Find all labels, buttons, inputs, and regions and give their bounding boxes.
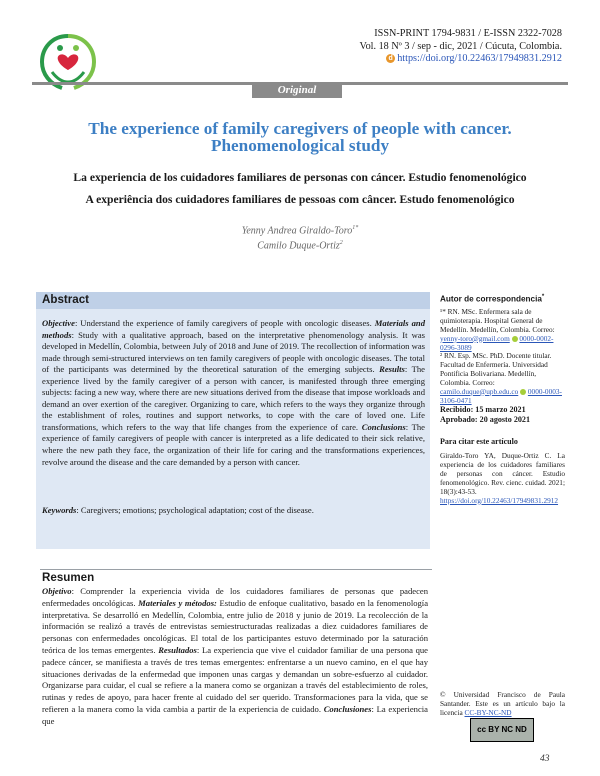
title-spanish: La experiencia de los cuidadores familiares de personas con cáncer. Estudio fenomenológico — [73, 171, 527, 184]
resumen-objective: : Comprender la experiencia vivida de los cuidadores familiares de personas que padecen enfermedades oncológicas. — [42, 586, 428, 608]
author-first — [0, 225, 600, 236]
affiliation-2-email[interactable]: camilo.duque@upb.edu.co — [440, 386, 519, 396]
author-first-name: Yenny Andrea Giraldo-Toro — [241, 225, 353, 237]
author-second-sup: 2 — [339, 240, 343, 246]
abstract-results-label: Results — [379, 364, 405, 375]
author-second-name: Camilo Duque-Ortiz — [257, 240, 340, 252]
abstract-methods-label: Materials and methods — [42, 318, 425, 340]
received-date: Recibido: 15 marzo 2021 — [440, 405, 526, 414]
page-number: 43 — [540, 754, 550, 764]
license-text: © Universidad Francisco de Paula Santander. Este es un artículo bajo la licencia — [440, 690, 565, 717]
affiliation-1-text: ¹* RN. MSc. Enfermera sala de quimioterapia. Hospital General de Medellín. Medellín, Colombia. Correo: — [440, 307, 555, 334]
resumen-heading: Resumen — [42, 571, 95, 584]
affiliation-2 — [440, 352, 565, 405]
title-english: The experience of family caregivers of people with cancer. Phenomenological study — [88, 119, 512, 155]
abstract-objective-label: Objective — [42, 318, 75, 328]
author-first-sup: 1* — [352, 225, 359, 231]
resumen-results-label: Resultados — [158, 644, 197, 655]
title-portuguese: A experiência dos cuidadores familiares de pessoas com câncer. Estudo fenomenológico — [85, 193, 515, 206]
affiliation-2-text: ² RN. Esp. MSc. PhD. Docente titular. Facultad de Enfermería. Universidad Pontificia Bolivariana. Medellín, Colombia. Correo: — [440, 351, 552, 387]
resumen-rule — [40, 569, 432, 570]
orcid-icon — [512, 336, 518, 342]
resumen-objective-label: Objetivo — [42, 586, 72, 596]
abstract-heading: Abstract — [42, 293, 90, 306]
section-tab: Original — [252, 82, 342, 98]
resumen-text — [42, 586, 428, 728]
license-link[interactable]: CC-BY-NC-ND — [464, 707, 512, 717]
resumen-conclusions: : La experiencia que — [42, 703, 428, 726]
orcid-icon — [520, 389, 526, 395]
abstract-methods: : Study with a qualitative approach, based on the interpretative phenomenology analysis. It was developed in Medellín, Colombia, between July of 2018 and June of 2019. The recollection of information was made through semi-structured interviews on ten family caregivers of people with oncologic diseases. The total of the participants was determined by the theoretical saturation of the emerging subjects. — [42, 329, 425, 375]
abstract-objective: : Understand the experience of family caregivers of people with oncologic diseases. — [74, 318, 372, 328]
affiliation-1-email[interactable]: yenny-toro@gmail.com — [440, 333, 510, 343]
abstract-heading-bar — [36, 292, 430, 309]
author-second — [0, 240, 600, 251]
journal-header — [360, 28, 562, 66]
resumen-methods: Estudio de enfoque cualitativo, basado en la fenomenología interpretativa. Se desarrolló en Medellín, Colombia, entre julio de 2018 y junio de 2019. La recolección de la información se realizó a través de entrevistas semiestructuradas realizadas a diez cuidadores familiares de personas con enfermedades oncológicas. El total de los participantes estuvo determinado por la saturación teórica de los temas emergentes. — [42, 597, 429, 655]
approved-date: Aprobado: 20 agosto 2021 — [440, 415, 531, 425]
license-note — [440, 691, 565, 718]
affiliation-1-orcid[interactable]: 0000-0002-0296-3089 — [440, 333, 554, 352]
keywords-text: : Caregivers; emotions; psychological adaptation; cost of the disease. — [76, 505, 314, 515]
correspondence-sup: * — [541, 294, 545, 300]
correspondence-heading — [440, 294, 565, 304]
doi-icon: d — [386, 54, 395, 63]
affiliation-1 — [440, 308, 565, 353]
abstract-conclusions-label: Conclusions — [361, 421, 406, 432]
cite-heading: Para citar este artículo — [440, 437, 518, 446]
doi-link[interactable]: https://doi.org/10.22463/17949831.2912 — [397, 53, 562, 65]
dates — [440, 405, 530, 426]
citation-text: Giraldo-Toro YA, Duque-Ortiz C. La experiencia de los cuidadores familiares de personas con cáncer. Estudio fenomenológico. Rev. cienc. cuidad. 2021; 18(3):43-53. — [440, 451, 565, 496]
doi-line — [360, 53, 562, 66]
issn-line: ISSN-PRINT 1794-9831 / E-ISSN 2322-7028 — [374, 28, 562, 39]
abstract-conclusions: : The experience of family caregivers of people with cancer is interpreted as a life dedicated to their sick relative, where the new path they face, the organization of their life for caring and the transformations experiences, revolve around the disease and the care demanded by a person with cancer. — [42, 421, 425, 467]
citation — [440, 452, 565, 505]
correspondence-heading-text: Autor de correspondencia — [440, 294, 542, 304]
volume-line: Vol. 18 Nº 3 / sep - dic, 2021 / Cúcuta, Colombia. — [359, 40, 562, 52]
abstract-results: : The experience lived by the family caregiver of a person with cancer, is manifested through three emerging subjects: facing a new way, where there are new situations derived from the disease that impose workloads and demand an over exertion of the caregiver. Organizing to care, which refers to the ways they organize through the establishment of roles, routines and support networks, to cope with the care of loved one. Life transformations, which refers to the way that life changes from the experience of care. — [42, 364, 425, 432]
affiliation-2-orcid[interactable]: 0000-0003-3106-0471 — [440, 386, 562, 405]
creative-commons-icon[interactable]: cc BY NC ND — [470, 718, 534, 742]
abstract-text — [42, 318, 425, 468]
resumen-methods-label: Materiales y métodos: — [138, 597, 217, 608]
citation-link[interactable]: https://doi.org/10.22463/17949831.2912 — [440, 495, 559, 505]
resumen-conclusions-label: Conclusiones — [323, 703, 372, 714]
resumen-results: : La experiencia que vive el cuidador familiar de una persona que padece cáncer, se manifiesta a través de tres temas emergentes: enfrentarse a un nuevo camino, en el que hay situaciones derivadas de la enfermedad que imponen unas cargas y demandan un sobre-esfuerzo al cuidador. Organizarse para cuidar, el cual se refiere a la manera como se organizan a través del establecimiento de roles, rutinas y redes de apoyo, para hacer frente al cuidado del ser querido. Transformaciones para la vida, que se refieren a la manera como la vida cambia a partir de la experiencia de cuidado. — [42, 644, 428, 714]
abstract-keywords — [42, 505, 425, 515]
keywords-label: Keywords — [42, 505, 77, 515]
